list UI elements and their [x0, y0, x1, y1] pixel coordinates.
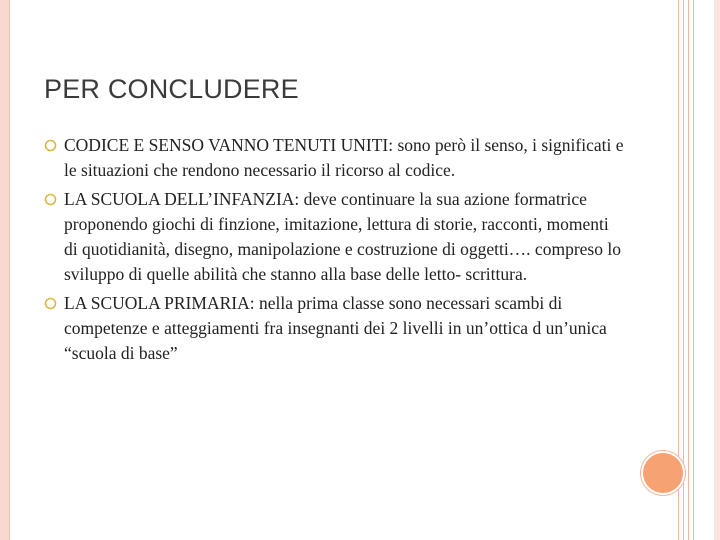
bullet-text: LA SCUOLA PRIMARIA: nella prima classe sono necessari scambi di competenze e atteggiamenti fra insegnanti dei 2 livelli in un’ottica d un’unica “scuola di base”	[64, 293, 607, 363]
bullet-text: CODICE E SENSO VANNO TENUTI UNITI: sono però il senso, i significati e le situazioni che rendono necessario il ricorso al codice.	[64, 135, 624, 180]
bullet-item	[44, 291, 624, 366]
slide-title: PER CONCLUDERE	[44, 74, 299, 104]
right-frame-line	[688, 0, 689, 540]
bullet-item	[44, 187, 624, 287]
bullet-ring-icon	[44, 139, 57, 152]
bullet-list	[44, 133, 624, 370]
decorative-circle	[641, 451, 685, 495]
bullet-ring-icon	[44, 297, 57, 310]
bullet-item	[44, 133, 624, 183]
right-frame-line	[683, 0, 684, 540]
bullet-ring-icon	[44, 193, 57, 206]
right-edge-band	[714, 0, 720, 540]
bullet-text: LA SCUOLA DELL’INFANZIA: deve continuare la sua azione formatrice proponendo giochi di finzione, imitazione, lettura di storie, racconti, momenti di quotidianità, disegno, manipolazione e costruzione di oggetti…. compreso lo sviluppo di quelle abilità che stanno alla base delle letto- scrittura.	[64, 189, 621, 284]
left-frame-border	[0, 0, 10, 540]
